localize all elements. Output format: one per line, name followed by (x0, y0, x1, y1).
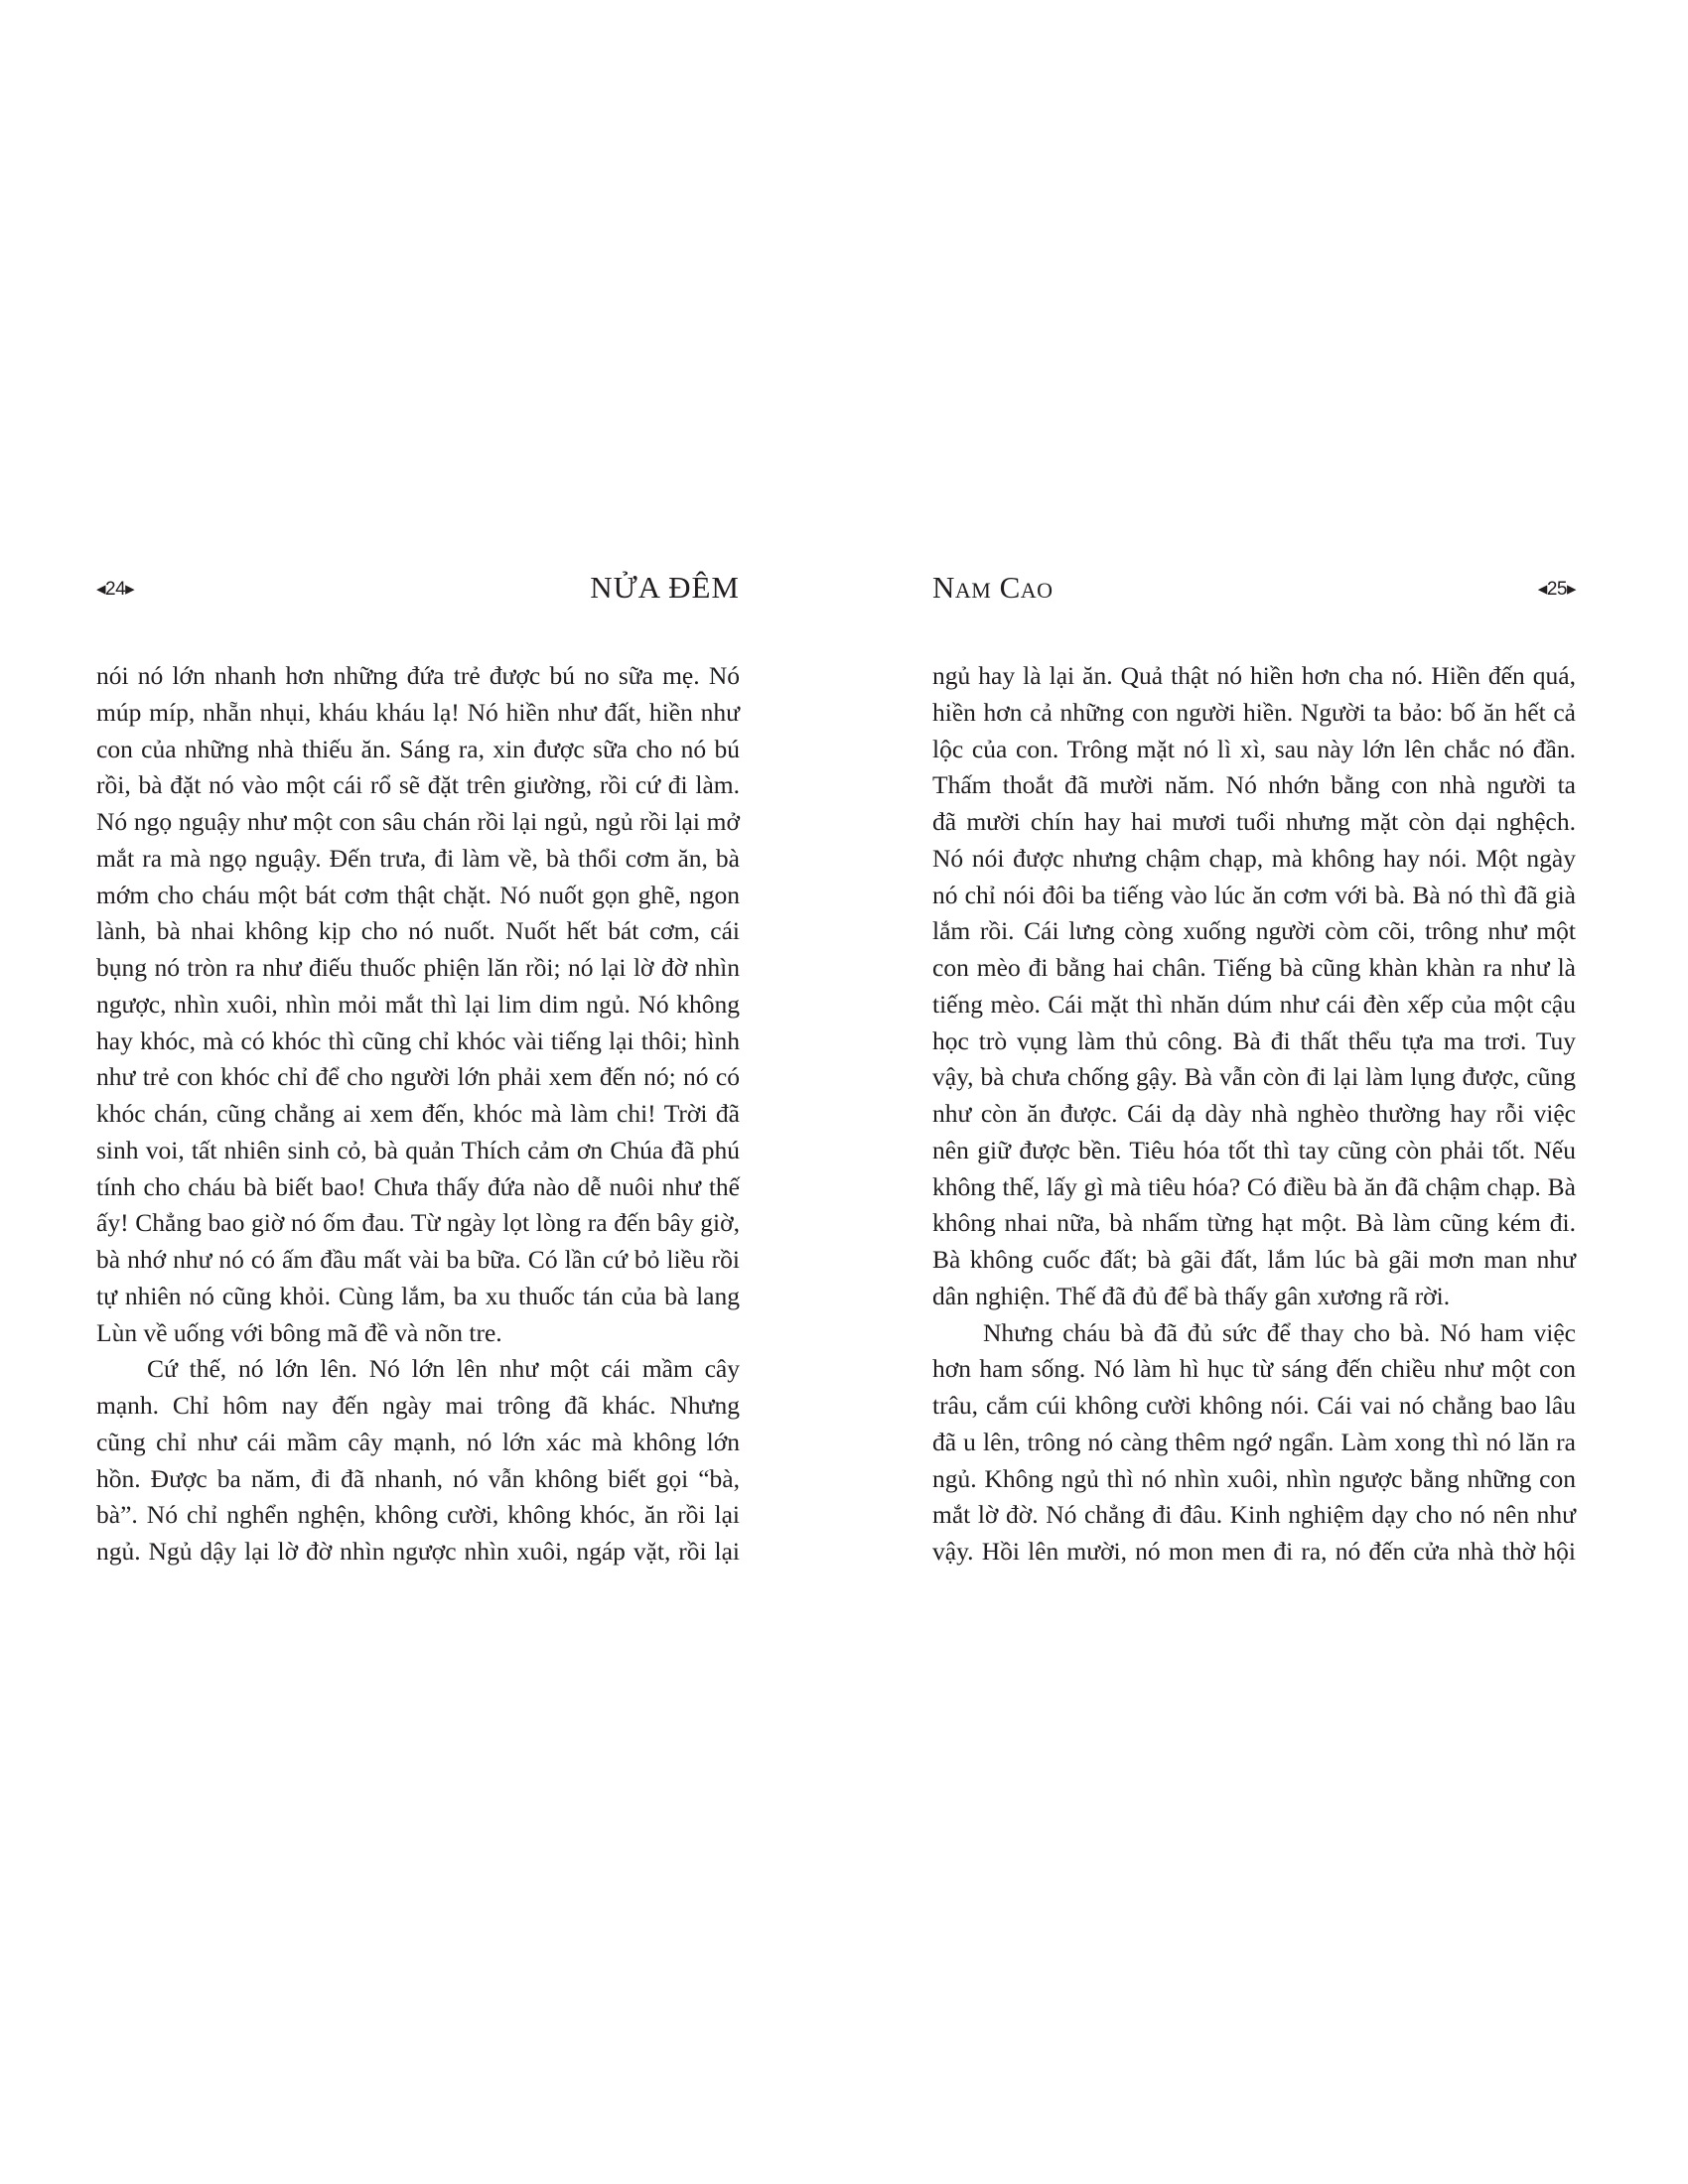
text-line: rồi, bà đặt nó vào một cái rổ sẽ đặt trên giường, rồi cứ đi làm. (96, 770, 740, 800)
page-number: ◂24▸ (96, 579, 135, 600)
text-line: bà”. Nó chỉ nghển nghện, không cười, không khóc, ăn rồi lại (96, 1500, 740, 1530)
text-line: mắt lờ đờ. Nó chẳng đi đâu. Kinh nghiệm dạy cho nó nên như (932, 1500, 1576, 1530)
text-line: ngủ. Ngủ dậy lại lờ đờ nhìn ngược nhìn xuôi, ngáp vặt, rồi lại (96, 1537, 740, 1566)
text-line: khóc chán, cũng chẳng ai xem đến, khóc mà làm chi! Trời đã (96, 1099, 740, 1128)
text-line: con mèo đi bằng hai chân. Tiếng bà cũng khàn khàn ra như là (932, 953, 1576, 982)
text-line: nói nó lớn nhanh hơn những đứa trẻ được bú no sữa mẹ. Nó (96, 661, 740, 690)
text-line: như trẻ con khóc chỉ để cho người lớn phải xem đến nó; nó có (96, 1062, 740, 1092)
text-line: học trò vụng làm thủ công. Bà đi thất thểu tựa ma trơi. Tuy (932, 1025, 1576, 1055)
text-line: không nhai nữa, bà nhấm từng hạt một. Bà làm cũng kém đi. (932, 1208, 1576, 1238)
text-line: hiền hơn cả những con người hiền. Người ta bảo: bố ăn hết cả (932, 697, 1576, 727)
text-line: hay khóc, mà có khóc thì cũng chỉ khóc vài tiếng lại thôi; hình (96, 1025, 740, 1055)
text-line: hơn ham sống. Nó làm hì hục từ sáng đến chiều như một con (932, 1354, 1576, 1384)
page-body (96, 658, 740, 1570)
text-line: sinh voi, tất nhiên sinh cỏ, bà quản Thích cảm ơn Chúa đã phú (96, 1135, 740, 1164)
text-line: tiếng mèo. Cái mặt thì nhăn dúm như cái đèn xếp của một cậu (932, 989, 1576, 1019)
text-line: ngược, nhìn xuôi, nhìn mỏi mắt thì lại lim dim ngủ. Nó không (96, 989, 740, 1019)
text-line: Nó nói được nhưng chậm chạp, mà không hay nói. Một ngày (932, 843, 1576, 873)
text-line: ngủ hay là lại ăn. Quả thật nó hiền hơn cha nó. Hiền đến quá, (932, 661, 1576, 690)
running-title-author: Nam Cao (932, 570, 1054, 605)
text-line: như còn ăn được. Cái dạ dày nhà nghèo thường hay rỗi việc (932, 1099, 1576, 1128)
text-line: bụng nó tròn ra như điếu thuốc phiện lăn rồi; nó lại lờ đờ nhìn (96, 953, 740, 982)
text-line: không thế, lấy gì mà tiêu hóa? Có điều bà ăn đã chậm chạp. Bà (932, 1171, 1576, 1201)
text-line: lành, bà nhai không kịp cho nó nuốt. Nuốt hết bát cơm, cái (96, 916, 740, 946)
text-line: Nó ngọ nguậy như một con sâu chán rồi lại ngủ, ngủ rồi lại mở (96, 807, 740, 836)
page-body (932, 658, 1576, 1570)
text-line: tính cho cháu bà biết bao! Chưa thấy đứa nào dễ nuôi như thế (96, 1171, 740, 1201)
text-line: vậy, bà chưa chống gậy. Bà vẫn còn đi lại làm lụng được, cũng (932, 1062, 1576, 1092)
text-line: ấy! Chẳng bao giờ nó ốm đau. Từ ngày lọt lòng ra đến bây giờ, (96, 1208, 740, 1238)
text-line: Nhưng cháu bà đã đủ sức để thay cho bà. Nó ham việc (983, 1317, 1576, 1347)
text-line: Lùn về uống với bông mã đề và nõn tre. (96, 1317, 502, 1347)
text-line: ngủ. Không ngủ thì nó nhìn xuôi, nhìn ngược bằng những con (932, 1463, 1576, 1493)
running-title: NỬA ĐÊM (590, 570, 740, 605)
page-number: ◂25▸ (1537, 579, 1576, 600)
text-line: mắt ra mà ngọ nguậy. Đến trưa, đi làm về, bà thổi cơm ăn, bà (96, 843, 740, 873)
text-line: Cứ thế, nó lớn lên. Nó lớn lên như một cái mầm cây (147, 1354, 740, 1384)
text-line: mạnh. Chỉ hôm nay đến ngày mai trông đã khác. Nhưng (96, 1391, 740, 1420)
text-line: nên giữ được bền. Tiêu hóa tốt thì tay cũng còn phải tốt. Nếu (932, 1135, 1576, 1164)
text-line: múp míp, nhẵn nhụi, kháu kháu lạ! Nó hiền như đất, hiền như (96, 697, 740, 727)
text-line: mớm cho cháu một bát cơm thật chặt. Nó nuốt gọn ghẽ, ngon (96, 880, 740, 909)
text-line: bà nhớ như nó có ấm đầu mất vài ba bữa. Có lần cứ bỏ liều rồi (96, 1245, 740, 1274)
text-line: Bà không cuốc đất; bà gãi đất, lắm lúc bà gãi mơn man như (932, 1245, 1576, 1274)
text-line: đã mười chín hay hai mươi tuổi nhưng mặt còn dại nghệch. (932, 807, 1576, 836)
text-line: hồn. Được ba năm, đi đã nhanh, nó vẫn không biết gọi “bà, (96, 1463, 740, 1493)
text-line: cũng chỉ như cái mầm cây mạnh, nó lớn xác mà không lớn (96, 1427, 740, 1456)
text-line: lộc của con. Trông mặt nó lì xì, sau này lớn lên chắc nó đần. (932, 734, 1576, 763)
text-line: nó chỉ nói đôi ba tiếng vào lúc ăn cơm với bà. Bà nó thì đã già (932, 880, 1576, 909)
page-header (96, 570, 740, 610)
text-line: con của những nhà thiếu ăn. Sáng ra, xin được sữa cho nó bú (96, 734, 740, 763)
text-line: vậy. Hồi lên mười, nó mon men đi ra, nó đến cửa nhà thờ hội (932, 1537, 1576, 1566)
text-line: trâu, cắm cúi không cười không nói. Cái vai nó chẳng bao lâu (932, 1391, 1576, 1420)
page-header (932, 570, 1576, 610)
text-line: tự nhiên nó cũng khỏi. Cùng lắm, ba xu thuốc tán của bà lang (96, 1281, 740, 1310)
text-line: lắm rồi. Cái lưng còng xuống người còm cõi, trông như một (932, 916, 1576, 946)
text-line: Thấm thoắt đã mười năm. Nó nhớn bằng con nhà người ta (932, 770, 1576, 800)
text-line: dân nghiện. Thế đã đủ để bà thấy gân xương rã rời. (932, 1281, 1451, 1310)
text-line: đã u lên, trông nó càng thêm ngớ ngẩn. Làm xong thì nó lăn ra (932, 1427, 1576, 1456)
